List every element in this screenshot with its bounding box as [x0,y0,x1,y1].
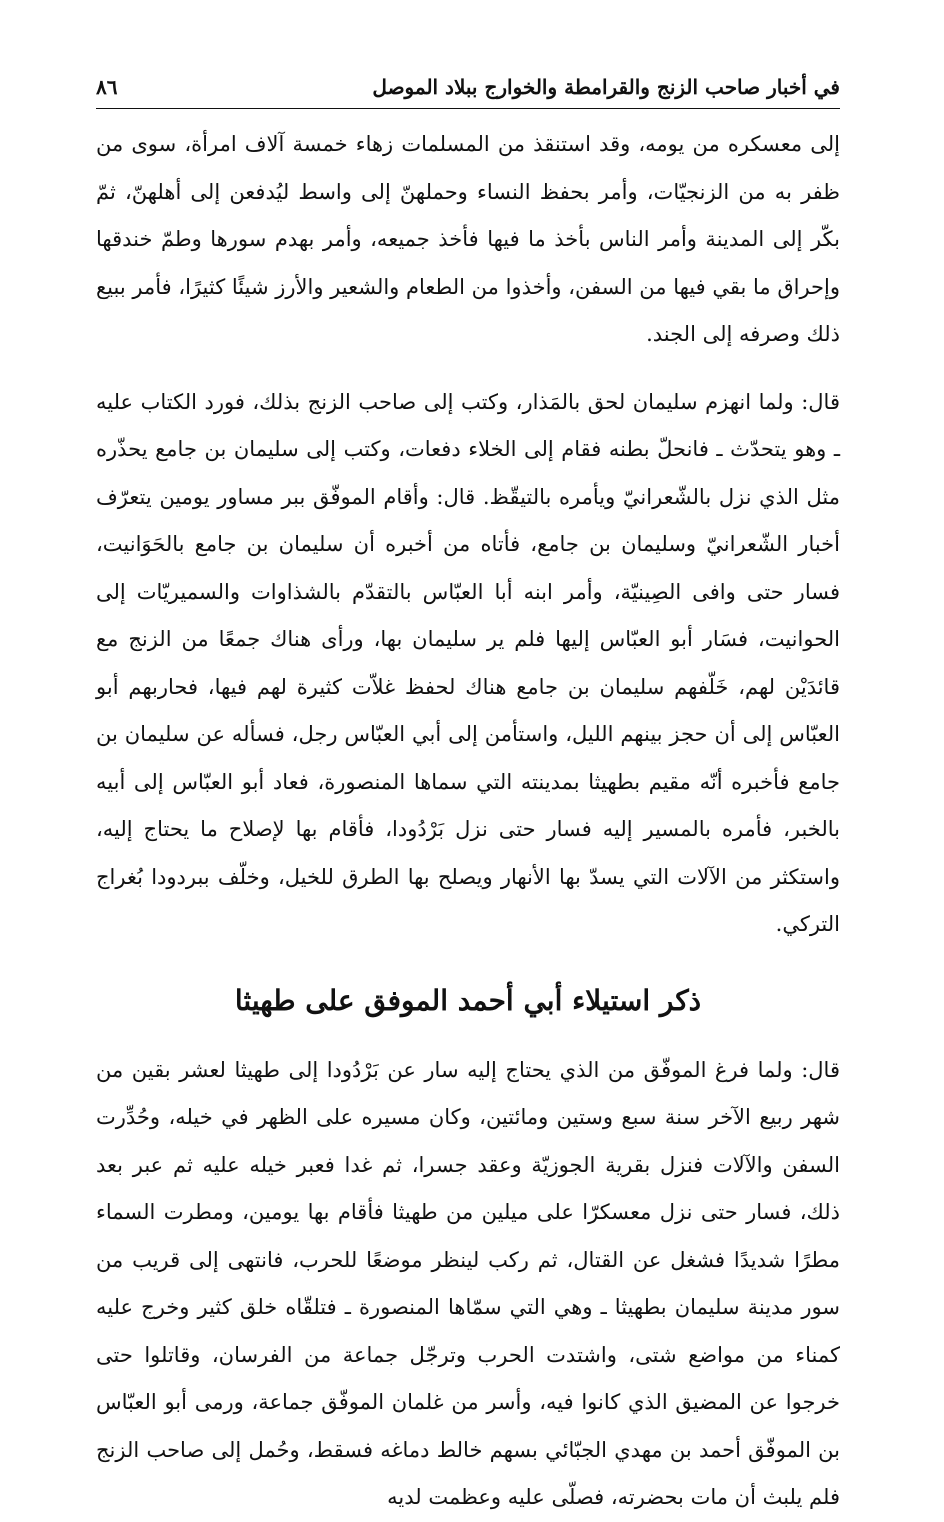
paragraph-2: قال: ولما انهزم سليمان لحق بالمَذار، وكتب إلى صاحب الزنج بذلك، فورد الكتاب عليه ـ وهو يتحدّث ـ فانحلّ بطنه فقام إلى الخلاء دفعات، وكتب إلى سليمان بن جامع يحذّره مثل الذي نزل بالشّعرانيّ ويأمره بالتيقّظ. قال: وأقام الموفّق ببر مساور يومين يتعرّف أخبار الشّعرانيّ وسليمان بن جامع، فأتاه من أخبره أن سليمان بن جامع بالحَوَانيت، فسار حتى وافى الصِينيّة، وأمر ابنه أبا العبّاس بالتقدّم بالشذاوات والسميريّات إلى الحوانيت، فسَار أبو العبّاس إليها فلم ير سليمان بها، ورأى هناك جمعًا من الزنج مع قائدَيْن لهم، خَلّفهم سليمان بن جامع هناك لحفظ غلاّت كثيرة لهم فيها، فحاربهم أبو العبّاس إلى أن حجز بينهم الليل، واستأمن إلى أبي العبّاس رجل، فسأله عن سليمان بن جامع فأخبره أنّه مقيم بطهيثا بمدينته التي سماها المنصورة، فعاد أبو العبّاس إلى أبيه بالخبر، فأمره بالمسير إليه فسار حتى نزل بَرْدُودا، فأقام بها لإصلاح ما يحتاج إليه، واستكثر من الآلات التي يسدّ بها الأنهار ويصلح بها الطرق للخيل، وخلّف ببردودا بُغراج التركي. [96,389,840,936]
paragraph-3: قال: ولما فرغ الموفّق من الذي يحتاج إليه سار عن بَرْدُودا إلى طهيثا لعشر بقين من شهر ربيع الآخر سنة سبع وستين ومائتين، وكان مسيره على الظهر في خيله، وحُدِّرت السفن والآلات فنزل بقرية الجوزيّة وعقد جسرا، ثم غدا فعبر خيله عليه ثم عبر بعد ذلك، فسار حتى نزل معسكرّا على ميلين من طهيثا فأقام بها يومين، ومطرت السماء مطرًا شديدًا فشغل عن القتال، ثم ركب لينظر موضعًا للحرب، فانتهى إلى قريب من سور مدينة سليمان بطهيثا ـ وهي التي سمّاها المنصورة ـ فتلقّاه خلق كثير وخرج عليه كمناء من مواضع شتى، واشتدت الحرب وترجّل جماعة من الفرسان، وقاتلوا حتى خرجوا عن المضيق الذي كانوا فيه، وأسر من غلمان الموفّق جماعة، ورمى أبو العبّاس بن الموفّق أحمد بن مهدي الجبّائي بسهم خالط دماغه فسقط، وحُمل إلى صاحب الزنج فلم يلبث أن مات بحضرته، فصلّى عليه وعظمت لديه [96,1057,840,1509]
section-heading: ذكر استيلاء أبي أحمد الموفق على طهيثا [234,983,702,1017]
paragraph-1: إلى معسكره من يومه، وقد استنقذ من المسلمات زهاء خمسة آلاف امرأة، سوى من ظفر به من الزنجيّات، وأمر بحفظ النساء وحملهنّ إلى واسط ليُدفعن إلى أهلهنّ، ثمّ بكّر إلى المدينة وأمر الناس بأخذ ما فيها فأخذ جميعه، وأمر بهدم سورها وطمّ خندقها وإحراق ما بقي فيها من السفن، وأخذوا من الطعام والشعير والأرز شيئًا كثيرًا، فأمر ببيع ذلك وصرفه إلى الجند. [96,132,840,346]
book-page [96,68,840,1522]
header-rule [96,108,840,109]
running-title: في أخبار صاحب الزنج والقرامطة والخوارج ببلاد الموصل [372,75,840,99]
paragraph-gap [96,359,840,379]
running-header [96,68,840,106]
page-number: ٨٦ [96,75,118,99]
